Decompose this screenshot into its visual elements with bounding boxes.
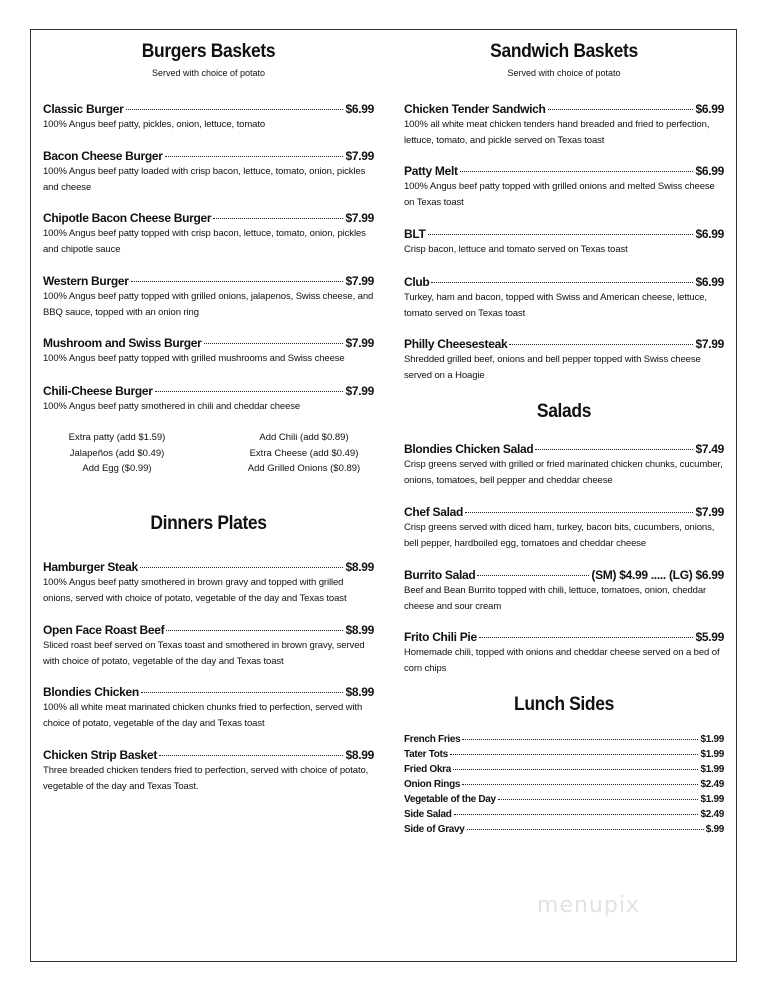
item-name: Patty Melt <box>404 164 458 178</box>
dot-leader <box>166 630 343 631</box>
item-price: $7.49 <box>695 442 724 456</box>
menu-item <box>404 505 724 551</box>
add-ons-right <box>234 430 374 477</box>
item-name: Burrito Salad <box>404 568 476 582</box>
salads-section-title: Salads <box>536 401 592 422</box>
item-name: Onion Rings <box>404 779 461 790</box>
dot-leader <box>462 739 698 740</box>
item-price: $7.99 <box>345 384 374 398</box>
item-description: 100% Angus beef patty topped with grilled mushrooms and Swiss cheese <box>43 353 345 364</box>
item-name: Side Salad <box>404 809 452 820</box>
burgers-section-title: Burgers Baskets <box>141 41 276 62</box>
menu-item <box>404 275 724 321</box>
item-description: Crisp greens served with grilled or fried marinated chicken chunks, cucumber, onions, tomatoes, bell pepper and cheddar cheese <box>404 459 723 486</box>
item-description: Beef and Bean Burrito topped with chili, lettuce, tomatoes, onion, cheddar cheese and sour cream <box>404 585 707 612</box>
dot-leader <box>479 637 694 638</box>
item-description: Crisp greens served with diced ham, turkey, bacon bits, cucumbers, onions, bell pepper, hardboiled egg, tomatoes and cheddar cheese <box>404 522 715 549</box>
dot-leader <box>462 784 698 785</box>
item-name: Mushroom and Swiss Burger <box>43 336 202 350</box>
item-description: 100% all white meat chicken tenders hand breaded and fried to perfection, lettuce, tomato, and pickle served on Texas toast <box>404 119 710 146</box>
item-description: 100% Angus beef patty, pickles, onion, lettuce, tomato <box>43 119 266 130</box>
item-description: 100% Angus beef patty smothered in chili and cheddar cheese <box>43 401 301 412</box>
dot-leader <box>428 234 694 235</box>
burgers-section-subtitle: Served with choice of potato <box>151 68 266 78</box>
add-on-option: Jalapeños (add $0.49) <box>69 447 165 459</box>
item-name: Fried Okra <box>404 764 452 775</box>
menu-item <box>43 274 374 320</box>
item-description: 100% Angus beef patty topped with grilled onions and melted Swiss cheese on Texas toast <box>404 181 715 208</box>
item-description: 100% Angus beef patty topped with crisp bacon, lettuce, tomato, onion, pickles and chipotle sauce <box>43 228 366 255</box>
item-price: $1.99 <box>700 764 724 775</box>
item-price: $7.99 <box>345 336 374 350</box>
menu-item <box>404 227 724 258</box>
add-on-option: Extra Cheese (add $0.49) <box>249 447 359 459</box>
item-price: $5.99 <box>695 630 724 644</box>
dot-leader <box>141 692 344 693</box>
add-on-option: Add Chili (add $0.89) <box>259 432 349 443</box>
item-description: 100% Angus beef patty smothered in brown gravy and topped with grilled onions, served with choice of potato, vegetable of the day and Texas toast <box>43 577 347 604</box>
item-name: Western Burger <box>43 274 129 288</box>
add-on-option: Add Grilled Onions ($0.89) <box>247 463 361 474</box>
menu-item <box>43 102 374 133</box>
list-item <box>404 824 724 839</box>
item-name: Bacon Cheese Burger <box>43 149 163 163</box>
item-price: $8.99 <box>345 748 374 762</box>
item-name: Chipotle Bacon Cheese Burger <box>43 211 212 225</box>
item-description: Crisp bacon, lettuce and tomato served on Texas toast <box>404 244 628 255</box>
item-name: French Fries <box>404 734 461 745</box>
item-name: Chef Salad <box>404 505 464 519</box>
dot-leader <box>548 109 694 110</box>
item-description: Turkey, ham and bacon, topped with Swiss and American cheese, lettuce, tomato served on Texas toast <box>404 292 707 319</box>
dot-leader <box>509 344 693 345</box>
menu-item <box>43 560 374 606</box>
item-price: $2.49 <box>700 809 724 820</box>
dot-leader <box>498 799 699 800</box>
sandwiches-section-subtitle: Served with choice of potato <box>507 68 621 78</box>
item-price: $6.99 <box>695 275 724 289</box>
dot-leader <box>535 449 693 450</box>
item-price: $7.99 <box>345 149 374 163</box>
dot-leader <box>450 754 699 755</box>
dot-leader <box>159 755 343 756</box>
dot-leader <box>126 109 344 110</box>
item-price: $2.49 <box>700 779 724 790</box>
dot-leader <box>131 281 344 282</box>
item-name: Vegetable of the Day <box>404 794 496 805</box>
item-name: Chicken Tender Sandwich <box>404 102 546 116</box>
menupix-watermark: menupix <box>537 893 640 918</box>
dot-leader <box>460 171 694 172</box>
item-price: $6.99 <box>695 227 724 241</box>
dot-leader <box>431 282 693 283</box>
item-price: (SM) $4.99 ..... (LG) $6.99 <box>591 568 724 582</box>
menu-item <box>43 149 374 195</box>
menu-item <box>404 337 724 383</box>
menu-item <box>43 685 374 731</box>
item-description: Homemade chili, topped with onions and cheddar cheese served on a bed of corn chips <box>404 647 720 674</box>
dot-leader <box>477 575 589 576</box>
item-name: Classic Burger <box>43 102 124 116</box>
item-name: Tater Tots <box>404 749 448 760</box>
item-description: 100% Angus beef patty loaded with crisp bacon, lettuce, tomato, onion, pickles and cheese <box>43 166 366 193</box>
dot-leader <box>140 567 344 568</box>
menu-item <box>43 623 374 669</box>
item-name: BLT <box>404 227 426 241</box>
menu-item <box>404 630 724 676</box>
item-name: Hamburger Steak <box>43 560 138 574</box>
item-name: Open Face Roast Beef <box>43 623 165 637</box>
list-item <box>404 779 724 794</box>
list-item <box>404 764 724 779</box>
item-description: Three breaded chicken tenders fried to perfection, served with choice of potato, vegetable of the day and Texas Toast. <box>43 765 369 792</box>
menu-item <box>43 211 374 257</box>
item-name: Blondies Chicken <box>43 685 139 699</box>
menu-item <box>404 442 724 488</box>
item-price: $1.99 <box>700 734 724 745</box>
item-description: Sliced roast beef served on Texas toast and smothered in brown gravy, served with choice of potato, vegetable of the day and Texas toast <box>43 640 365 667</box>
item-price: $6.99 <box>695 164 724 178</box>
add-ons-left <box>47 430 187 477</box>
menu-item <box>43 748 374 794</box>
item-price: $7.99 <box>345 274 374 288</box>
dot-leader <box>465 512 693 513</box>
item-price: $1.99 <box>700 794 724 805</box>
item-price: $7.99 <box>695 505 724 519</box>
sides-section-title: Lunch Sides <box>514 694 614 715</box>
item-price: $7.99 <box>345 211 374 225</box>
dot-leader <box>165 156 344 157</box>
dot-leader <box>467 829 704 830</box>
item-price: $8.99 <box>345 623 374 637</box>
item-name: Chicken Strip Basket <box>43 748 158 762</box>
menu-item <box>43 384 374 415</box>
sandwiches-section-title: Sandwich Baskets <box>490 41 638 62</box>
menu-item <box>404 164 724 210</box>
list-item <box>404 749 724 764</box>
item-description: 100% Angus beef patty topped with grilled onions, jalapenos, Swiss cheese, and BBQ sauce, topped with an onion ring <box>43 291 374 318</box>
item-price: $6.99 <box>345 102 374 116</box>
item-name: Club <box>404 275 430 289</box>
item-name: Blondies Chicken Salad <box>404 442 534 456</box>
item-name: Chili-Cheese Burger <box>43 384 153 398</box>
item-price: $7.99 <box>695 337 724 351</box>
item-price: $8.99 <box>345 685 374 699</box>
dot-leader <box>454 814 699 815</box>
dot-leader <box>155 391 344 392</box>
list-item <box>404 794 724 809</box>
list-item <box>404 809 724 824</box>
item-price: $1.99 <box>700 749 724 760</box>
dot-leader <box>204 343 344 344</box>
item-name: Frito Chili Pie <box>404 630 477 644</box>
add-on-option: Extra patty (add $1.59) <box>68 432 166 443</box>
add-on-option: Add Egg ($0.99) <box>82 463 152 474</box>
dot-leader <box>453 769 698 770</box>
item-name: Philly Cheesesteak <box>404 337 508 351</box>
item-name: Side of Gravy <box>404 824 465 835</box>
dot-leader <box>213 218 343 219</box>
sides-list <box>404 734 724 839</box>
menu-item <box>404 568 724 614</box>
item-description: 100% all white meat marinated chicken chunks fried to perfection, served with choice of potato, vegetable of the day and Texas toast <box>43 702 363 729</box>
item-price: $8.99 <box>345 560 374 574</box>
item-price: $6.99 <box>695 102 724 116</box>
menu-item <box>404 102 724 148</box>
item-description: Shredded grilled beef, onions and bell pepper topped with Swiss cheese served on a Hoagie <box>404 354 701 381</box>
menu-item <box>43 336 374 367</box>
item-price: $.99 <box>705 824 724 835</box>
list-item <box>404 734 724 749</box>
dinners-section-title: Dinners Plates <box>150 513 267 534</box>
